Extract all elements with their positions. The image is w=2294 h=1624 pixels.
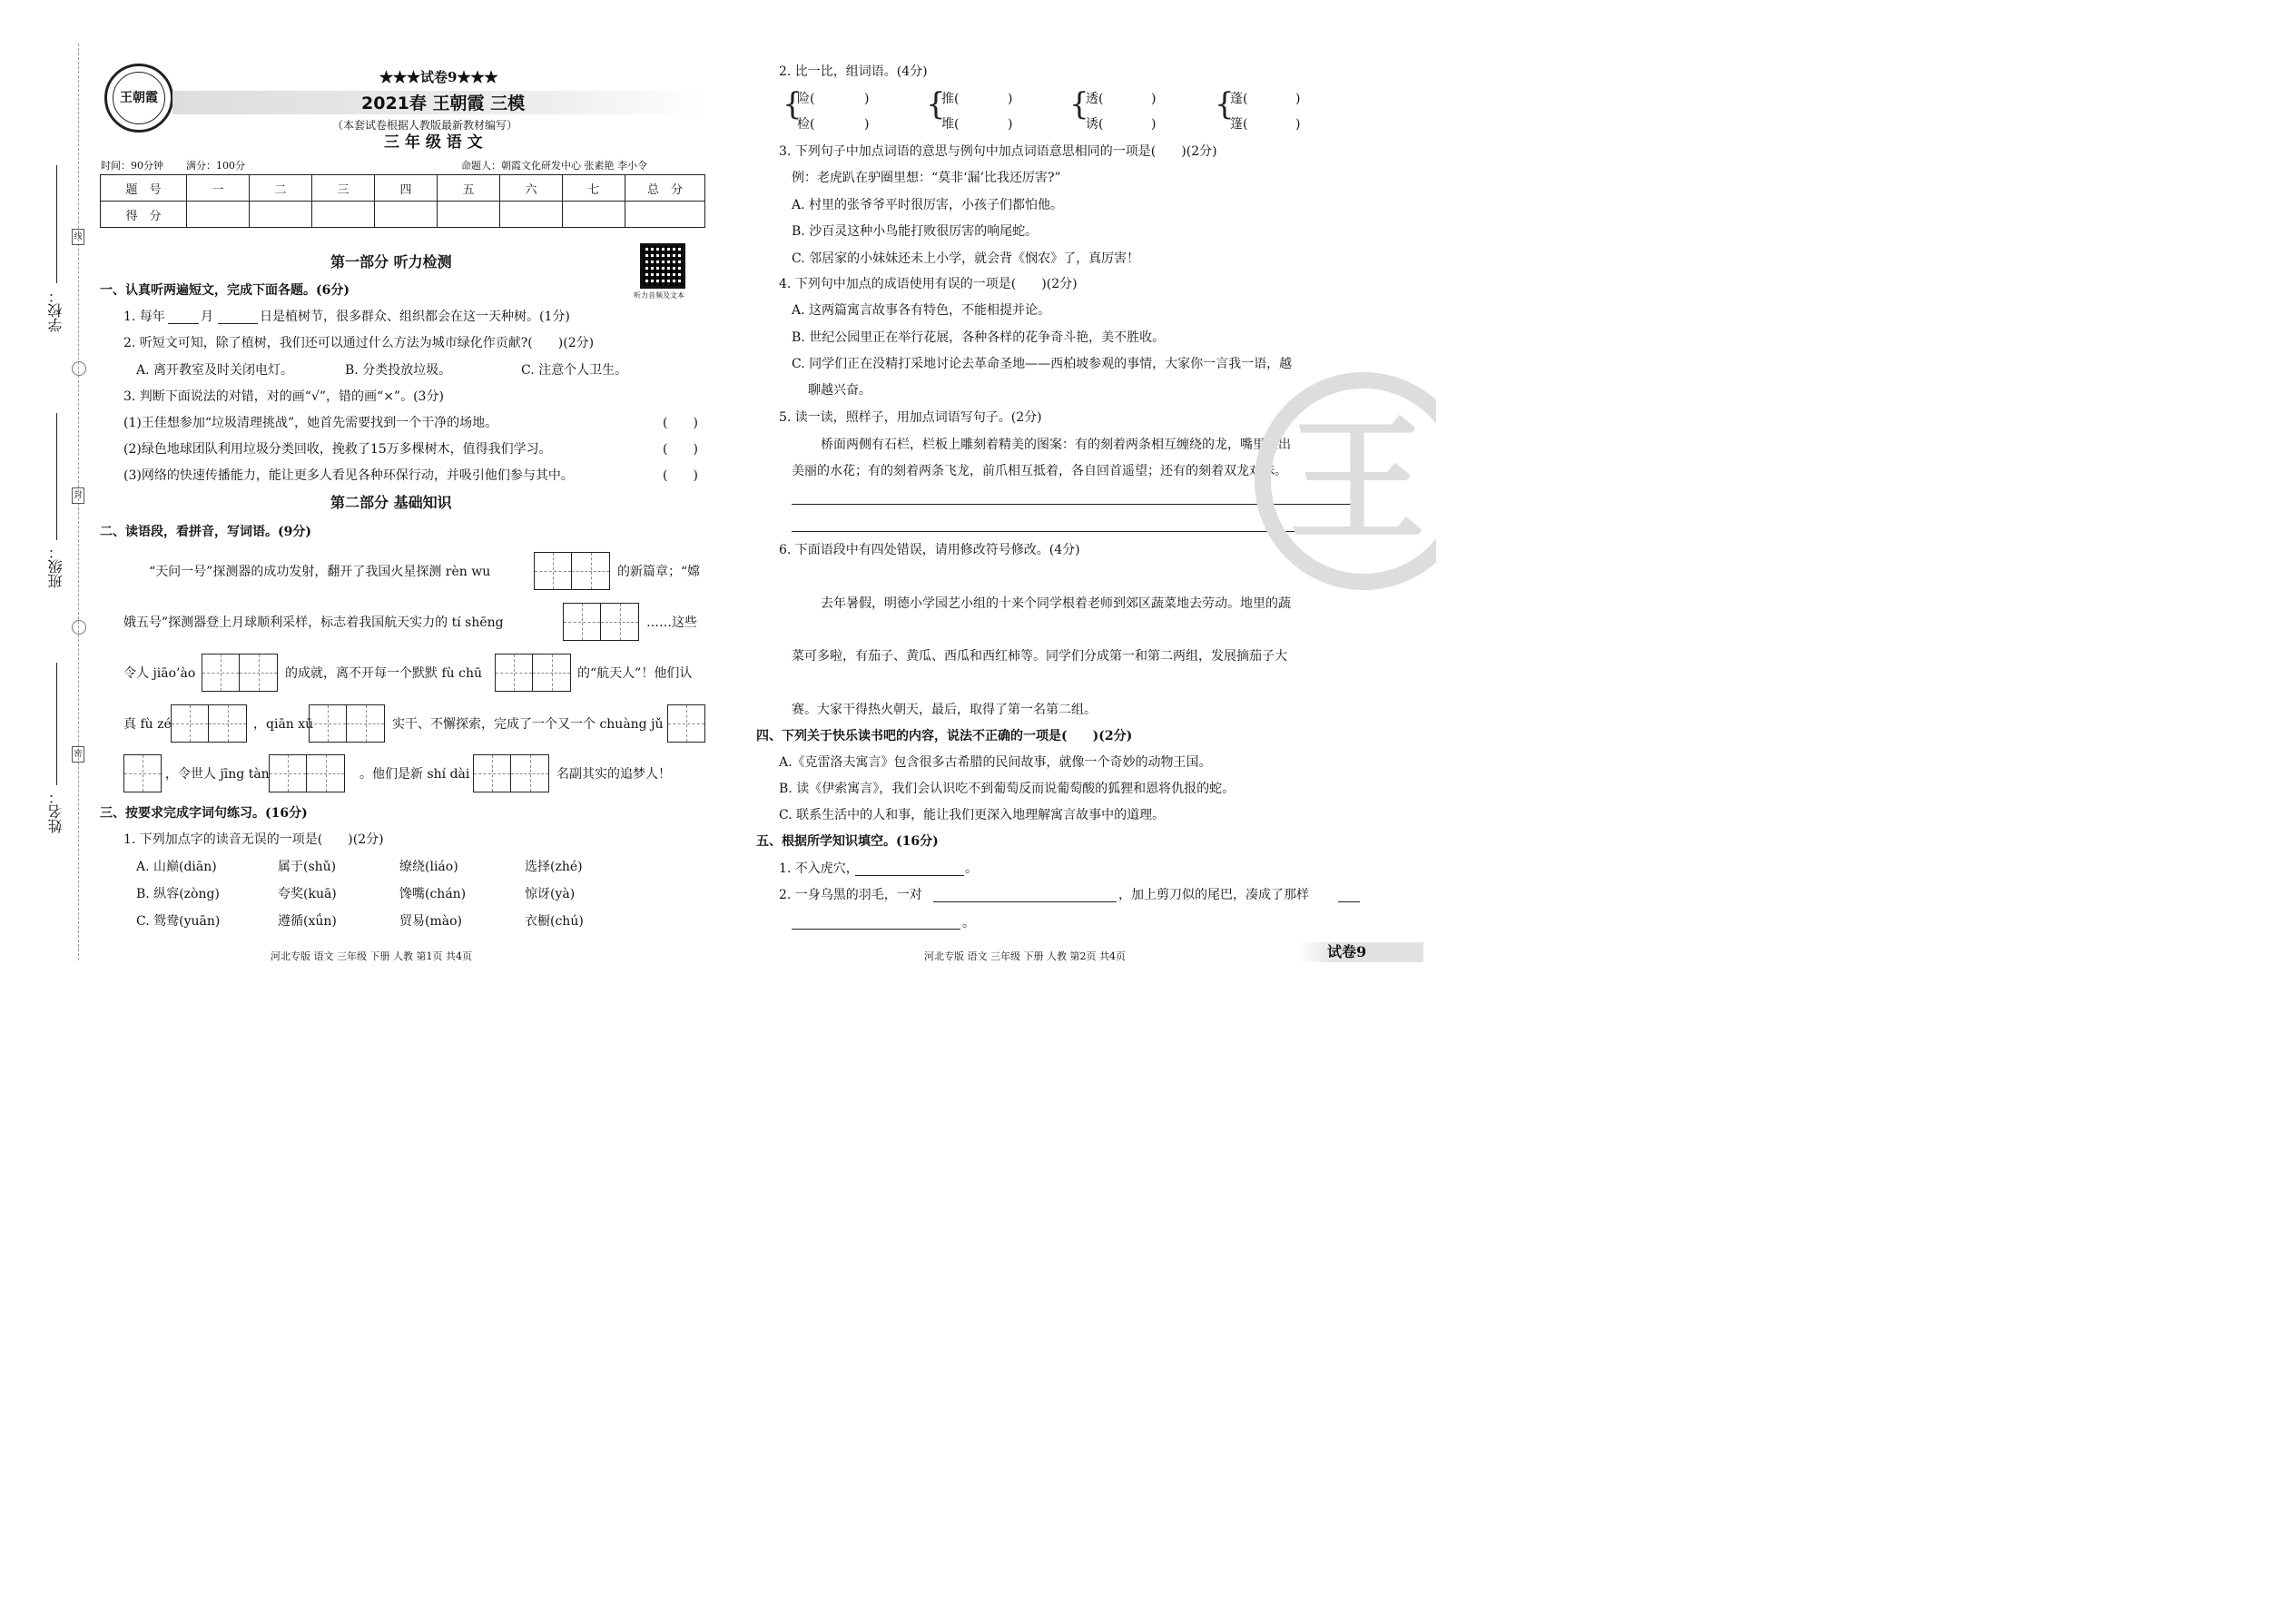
section2-title: 二、读语段，看拼音，写词语。(9分) [100, 525, 311, 539]
word-char: 诱( [1086, 117, 1104, 132]
s5-q1-end: 。 [965, 861, 978, 876]
qr-code-icon[interactable] [640, 243, 685, 289]
q3-text: 3. 判断下面说法的对错，对的画“√”，错的画“×”。(3分) [123, 389, 444, 404]
r-q4-option-b[interactable]: B. 世纪公园里正在举行花展，各种各样的花争奇斗艳，美不胜收。 [792, 330, 1166, 345]
r-q4-option-c-cont: 聊越兴奋。 [808, 383, 871, 398]
authors: 命题人：朝霞文化研发中心 张素艳 李小令 [461, 160, 647, 172]
r-q5-passage-2: 美丽的水花；有的刻着两条飞龙，前爪相互抵着，各自回首遥望；还有的刻着双龙戏珠。 [792, 464, 1287, 478]
passage-line1a: “天问一号”探测器的成功发射，翻开了我国火星探测 rèn wu [149, 565, 491, 579]
score-cell: 六 [500, 175, 563, 202]
r-q2-text: 2. 比一比，组词语。(4分) [779, 64, 928, 79]
q3-item-3: (3)网络的快速传播能力，能让更多人看见各种环保行动，并吸引他们参与其中。 [123, 468, 574, 483]
score-table [100, 174, 705, 228]
s3-q1-word: 属于(shǔ) [278, 860, 337, 874]
word-char: 堆( [941, 117, 960, 132]
answer-grid-qianxu[interactable] [309, 704, 385, 743]
passage-line4b: ，qiān xū [253, 717, 314, 732]
exam-title: 2021春 王朝霞 三模 [361, 94, 526, 113]
s5-q1-blank[interactable] [855, 861, 964, 876]
s5-q2-blank-1[interactable] [933, 888, 1117, 902]
brand-logo-icon [104, 64, 173, 133]
score-input[interactable] [312, 202, 375, 228]
word-char: 蓬( [1230, 92, 1248, 106]
binding-hole-icon [72, 361, 86, 376]
score-cell: 五 [438, 175, 500, 202]
s3-q1-option[interactable]: A. 山巅(diān) [136, 860, 217, 874]
score-table-header-row [101, 175, 705, 202]
s3-q1-word: 夸奖(kuā) [278, 887, 337, 901]
s3-q1-word: 缭绕(liáo) [399, 860, 458, 874]
exam-subtitle: （本套试卷根据人教版最新教材编写） [332, 119, 518, 132]
s5-q2-blank-2a[interactable] [1338, 888, 1360, 902]
q2-option-c[interactable]: C. 注意个人卫生。 [521, 363, 628, 378]
q1-text-c: 日是植树节，很多群众、组织都会在这一天种树。(1分) [260, 310, 570, 324]
answer-grid-jiaoao[interactable] [202, 654, 278, 692]
s3-q1-word: 贸易(mào) [399, 914, 462, 929]
margin-mark-secret: 密 [72, 746, 84, 763]
word-char: 推( [941, 92, 960, 106]
part1-heading: 第一部分 听力检测 [330, 253, 452, 271]
brace-icon: { [926, 86, 946, 123]
q1-blank-day[interactable] [218, 310, 258, 324]
score-input[interactable] [438, 202, 500, 228]
s3-q1-option[interactable]: B. 纵容(zòng) [136, 887, 220, 901]
r-q4-text: 4. 下列句中加点的成语使用有误的一项是( )(2分) [779, 277, 1078, 291]
score-cell: 题 号 [101, 175, 187, 202]
r-q3-example: 例：老虎趴在驴圈里想：“莫非‘漏’比我还厉害?” [792, 171, 1061, 185]
brace-icon: { [1069, 86, 1089, 123]
name-label: 姓名： [47, 790, 64, 833]
s4-option-c[interactable]: C. 联系生活中的人和事，能让我们更深入地理解寓言故事中的道理。 [779, 808, 1166, 822]
passage-line3b: 的成就，离不开每一个默默 fù chū [285, 666, 482, 681]
answer-grid-renwu[interactable] [534, 552, 610, 590]
word-close: ) [1151, 117, 1157, 132]
s3-q1-word: 遵循(xǘn) [278, 914, 337, 929]
r-q4-option-a[interactable]: A. 这两篇寓言故事各有特色，不能相提并论。 [792, 303, 1051, 318]
r-q3-option-c[interactable]: C. 邻居家的小妹妹还未上小学，就会背《悯农》了，真厉害！ [792, 251, 1140, 266]
word-char: 篷( [1230, 117, 1248, 132]
passage-line5c: 名副其实的追梦人！ [556, 767, 671, 782]
q3-answer-2[interactable]: ( ) [663, 442, 698, 457]
passage-line5b: 。他们是新 shí dài [359, 767, 470, 782]
s5-q2-text: 2. 一身乌黑的羽毛，一对 [779, 888, 922, 902]
class-label: 班级： [47, 545, 64, 588]
word-close: ) [1295, 92, 1301, 106]
answer-grid-chuangju-2[interactable] [123, 754, 162, 792]
q3-item-1: (1)王佳想参加“垃圾清理挑战”，她首先需要找到一个干净的场地。 [123, 416, 498, 430]
answer-grid-fuze[interactable] [171, 704, 247, 743]
q1-text-b: 月 [201, 310, 213, 324]
s3-q1-word: 惊讶(yà) [525, 887, 576, 901]
part2-heading: 第二部分 基础知识 [330, 494, 452, 511]
s3-q1-text: 1. 下列加点字的读音无误的一项是( )(2分) [123, 832, 384, 847]
word-char: 险( [797, 92, 815, 106]
q3-answer-1[interactable]: ( ) [663, 416, 698, 430]
score-input[interactable] [500, 202, 563, 228]
s3-q1-word: 衣橱(chú) [525, 914, 584, 929]
q2-text: 2. 听短文可知，除了植树，我们还可以通过什么方法为城市绿化作贡献?( )(2分) [123, 336, 595, 350]
r-q5-passage-1: 桥面两侧有石栏，栏板上雕刻着精美的图案：有的刻着两条相互缠绕的龙，嘴里吐出 [821, 438, 1291, 452]
margin-mark-seal: 封 [72, 487, 84, 504]
score-input[interactable] [250, 202, 312, 228]
q3-item-2: (2)绿色地球团队利用垃圾分类回收，挽救了15万多棵树木，值得我们学习。 [123, 442, 552, 457]
score-input[interactable] [563, 202, 625, 228]
full-score: 满分：100分 [186, 160, 245, 172]
qr-caption: 听力音频及文本 [634, 291, 684, 300]
r-q6-passage-2: 菜可多啦，有茄子、黄瓜、西瓜和西红柿等。同学们分成第一和第二两组，发展摘茄子大 [792, 649, 1287, 664]
r-q3-text: 3. 下列句子中加点词语的意思与例句中加点词语意思相同的一项是( )(2分) [779, 144, 1217, 159]
r-q3-option-a[interactable]: A. 村里的张爷爷平时很厉害，小孩子们都怕他。 [792, 198, 1064, 212]
q2-option-a[interactable]: A. 离开教室及时关闭电灯。 [136, 363, 294, 378]
score-cell: 二 [250, 175, 312, 202]
score-input[interactable] [625, 202, 705, 228]
right-footer: 河北专版 语文 三年级 下册 人教 第2页 共4页 [924, 950, 1126, 962]
word-close: ) [864, 117, 870, 132]
s3-q1-option[interactable]: C. 鸳鸯(yuān) [136, 914, 221, 929]
score-cell: 三 [312, 175, 375, 202]
left-footer: 河北专版 语文 三年级 下册 人教 第1页 共4页 [271, 950, 472, 962]
word-close: ) [864, 92, 870, 106]
passage-line2a: 娥五号”探测器登上月球顺利采样，标志着我国航天实力的 tí shēng [123, 615, 504, 630]
r-q6-text: 6. 下面语段中有四处错误，请用修改符号修改。(4分) [779, 543, 1080, 557]
name-field[interactable] [56, 663, 57, 785]
r-q6-passage-3: 赛。大家干得热火朝天，最后，取得了第一名第二组。 [792, 703, 1097, 717]
section5-title: 五、根据所学知识填空。(16分) [756, 834, 939, 849]
answer-grid-jingtan[interactable] [269, 754, 345, 792]
passage-line1b: 的新篇章；“嫦 [617, 565, 701, 579]
score-cell: 一 [187, 175, 250, 202]
q2-option-b[interactable]: B. 分类投放垃圾。 [345, 363, 452, 378]
q1-blank-month[interactable] [168, 310, 199, 324]
school-field[interactable] [56, 165, 57, 283]
passage-line5a: ，令世人 jīng tàn [165, 767, 270, 782]
word-char: 检( [797, 117, 815, 132]
s5-q2-text-b: ，加上剪刀似的尾巴，凑成了那样 [1118, 888, 1309, 902]
watermark-seal [1255, 372, 1436, 599]
passage-line3a: 令人 jiāo’ào [123, 666, 196, 681]
s5-q1-text: 1. 不入虎穴， [779, 861, 859, 876]
margin-mark-line: 线 [72, 229, 84, 245]
subject-title: 三 年 级 语 文 [384, 133, 483, 152]
score-cell: 得 分 [101, 202, 187, 228]
answer-grid-chuangju[interactable] [667, 704, 705, 743]
score-input[interactable] [375, 202, 438, 228]
score-input[interactable] [187, 202, 250, 228]
passage-line4c: 实干、不懈探索，完成了一个又一个 chuàng jǔ [392, 717, 664, 732]
paper-tag: ★★★试卷9★★★ [379, 69, 498, 85]
s3-q1-word: 馋嘴(chán) [399, 887, 467, 901]
r-q6-passage-1: 去年暑假，明德小学园艺小组的十来个同学根着老师到郊区蔬菜地去劳动。地里的蔬 [821, 596, 1291, 611]
word-close: ) [1151, 92, 1157, 106]
score-table-score-row [101, 202, 705, 228]
answer-grid-shidai[interactable] [473, 754, 549, 792]
brand-logo-text: 王朝霞 [120, 91, 158, 105]
time-limit: 时间：90分钟 [101, 160, 163, 172]
r-q3-option-b[interactable]: B. 沙百灵这种小鸟能打败很厉害的响尾蛇。 [792, 224, 1039, 239]
s5-q2-end: 。 [962, 916, 975, 930]
section1-title: 一、认真听两遍短文，完成下面各题。(6分) [100, 283, 350, 298]
score-cell: 总 分 [625, 175, 705, 202]
s3-q1-word: 选择(zhé) [525, 860, 583, 874]
word-close: ) [1008, 117, 1013, 132]
paper-tag-footer: 试卷9 [1327, 943, 1367, 960]
class-field[interactable] [56, 413, 57, 540]
passage-line3c: 的“航天人”！他们认 [577, 666, 693, 681]
passage-line4a: 真 fù zé [123, 717, 172, 732]
school-label: 学校： [47, 289, 64, 332]
s5-q2-blank-2b[interactable] [792, 915, 960, 930]
s4-option-a[interactable]: A.《克雷洛夫寓言》包含很多古希腊的民间故事，就像一个奇妙的动物王国。 [779, 755, 1212, 770]
answer-grid-tisheng[interactable] [563, 603, 639, 641]
r-q4-option-c[interactable]: C. 同学们正在没精打采地讨论去革命圣地——西柏坡参观的事情，大家你一言我一语，越 [792, 357, 1293, 371]
r-q5-text: 5. 读一读，照样子，用加点词语写句子。(2分) [779, 410, 1042, 425]
word-close: ) [1008, 92, 1013, 106]
s4-option-b[interactable]: B. 读《伊索寓言》，我们会认识吃不到葡萄反而说葡萄酸的狐狸和恩将仇报的蛇。 [779, 782, 1236, 796]
word-close: ) [1295, 117, 1301, 132]
brace-icon: { [1215, 86, 1235, 123]
binding-hole-icon [72, 620, 86, 635]
passage-line2b: ……这些 [646, 615, 697, 630]
watermark-text: 王 [1289, 401, 1426, 561]
word-char: 透( [1086, 92, 1104, 106]
brace-icon: { [783, 86, 802, 123]
answer-grid-fuchu[interactable] [495, 654, 571, 692]
section4-title: 四、下列关于快乐读书吧的内容，说法不正确的一项是( )(2分) [756, 729, 1133, 743]
score-cell: 七 [563, 175, 625, 202]
score-cell: 四 [375, 175, 438, 202]
q1-text-a: 1. 每年 [123, 310, 165, 324]
section3-title: 三、按要求完成字词句练习。(16分) [100, 806, 308, 821]
q3-answer-3[interactable]: ( ) [663, 468, 698, 483]
